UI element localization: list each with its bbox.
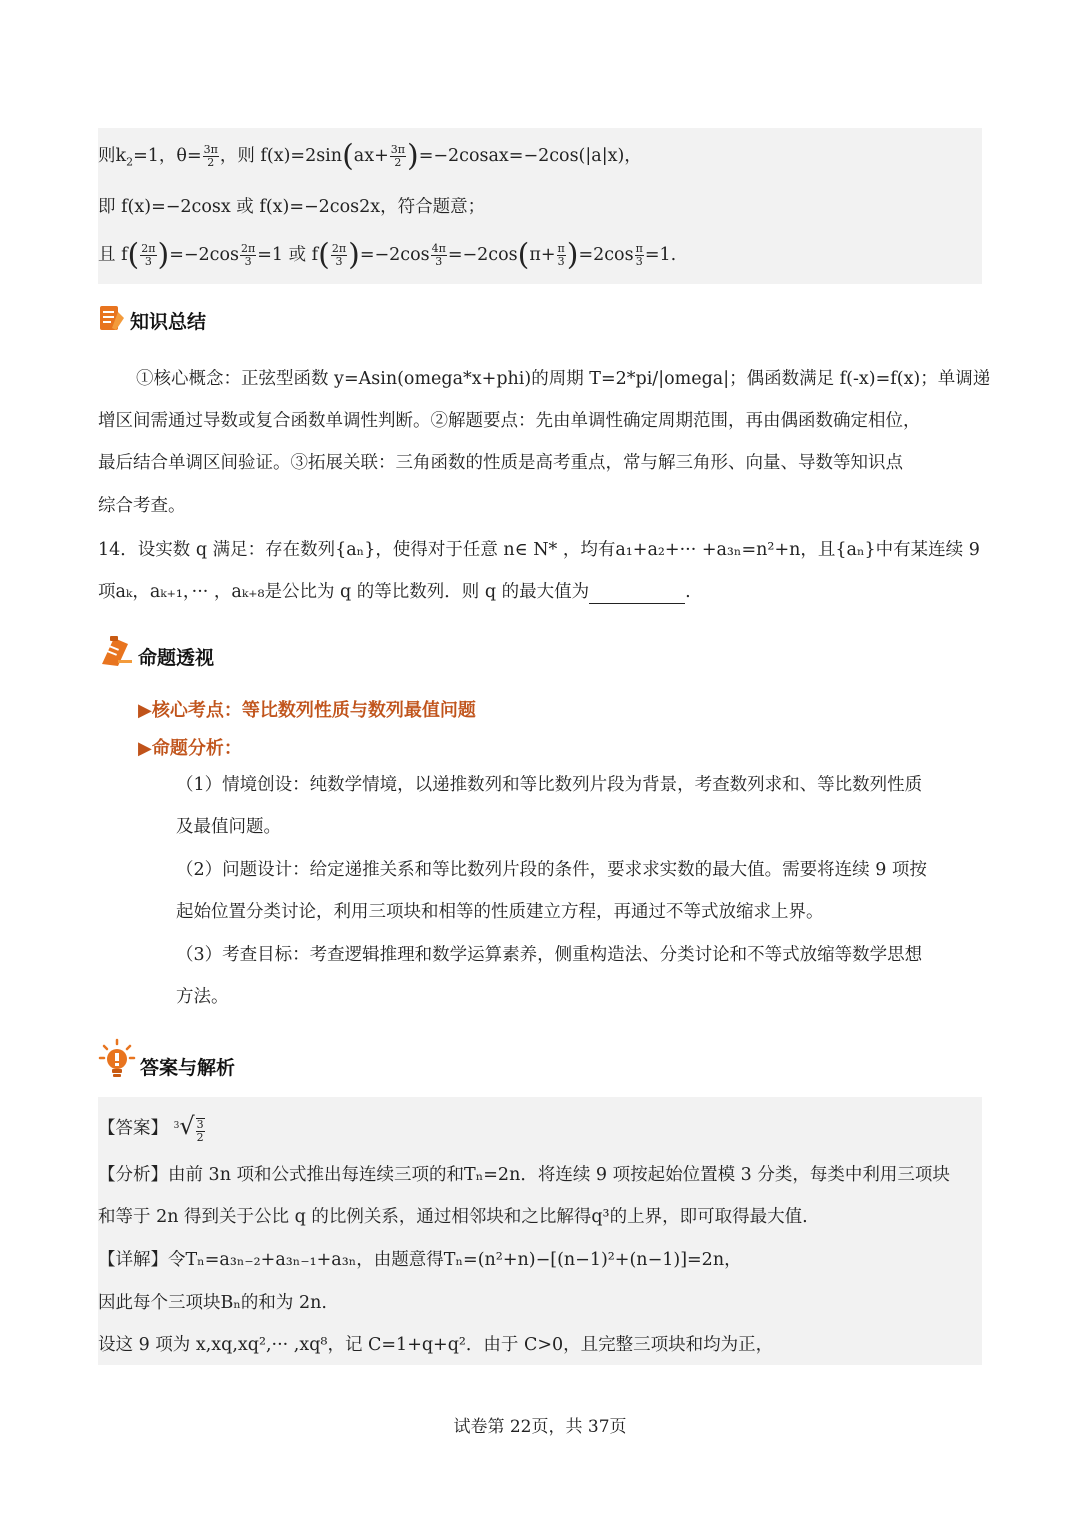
answer-heading <box>98 1038 235 1080</box>
analysis-line-1: （1）情境创设：纯数学情境，以递推数列和等比数列片段为背景，考查数列求和、等比数列性质 <box>176 775 923 795</box>
answer-analysis-line-1: 【分析】由前 3n 项和公式推出每连续三项的和Tₙ=2n．将连续 9 项按起始位置模 3 分类，每类中利用三项块 <box>98 1165 950 1185</box>
answer-title: 答案与解析 <box>140 1057 236 1079</box>
analysis-line-4: 起始位置分类讨论，利用三项块和相等的性质建立方程，再通过不等式放缩求上界。 <box>176 902 824 922</box>
summary-line-3: 最后结合单调区间验证。③拓展关联：三角函数的性质是高考重点，常与解三角形、向量、导数等知识点 <box>98 453 903 473</box>
analysis-heading <box>98 634 214 670</box>
solution-line-2: 即 f(x)=−2cosx 或 f(x)=−2cos2x，符合题意； <box>98 197 486 217</box>
summary-heading <box>98 302 206 334</box>
clipboard-icon <box>98 634 134 670</box>
answer-analysis-line-2: 和等于 2n 得到关于公比 q 的比例关系，通过相邻块和之比解得q³的上界，即可取得最大值. <box>98 1207 808 1227</box>
summary-line-2: 增区间需通过导数或复合函数单调性判断。②解题要点：先由单调性确定周期范围，再由偶函数确定相位， <box>98 411 921 431</box>
answer-blank <box>589 587 685 604</box>
analysis-line-6: 方法。 <box>176 987 229 1007</box>
question-line-1: 14．设实数 q 满足：存在数列{aₙ}，使得对于任意 n∈ N* ，均有a₁+a₂+··· +a₃ₙ=n²+n，且{aₙ}中有某连续 9 <box>98 540 980 560</box>
answer-detail-line-1: 【详解】令Tₙ=a₃ₙ₋₂+a₃ₙ₋₁+a₃ₙ，由题意得Tₙ=(n²+n)−[(n−1)²+(n−1)]=2n， <box>98 1250 742 1270</box>
lightbulb-icon <box>98 1038 136 1080</box>
analysis-line-3: （2）问题设计：给定递推关系和等比数列片段的条件，要求求实数的最大值。需要将连续 9 项按 <box>176 860 927 880</box>
summary-title: 知识总结 <box>130 311 207 333</box>
analysis-line-5: （3）考查目标：考查逻辑推理和数学运算素养，侧重构造法、分类讨论和不等式放缩等数学思想 <box>176 945 923 965</box>
analysis-line-2: 及最值问题。 <box>176 817 281 837</box>
summary-line-1: ①核心概念：正弦型函数 y=Asin(omega*x+phi)的周期 T=2*pi/|omega|；偶函数满足 f(-x)=f(x)；单调递 <box>136 369 991 389</box>
solution-line-3: 且 f( $\frac{2\pi}{3}$ )=−2cos $\frac{2\pi}{3}$ =1 或 f( $\frac{2\pi}{3}$ )=−2cos $\frac{4\pi}{3}$ =−2cos(π+ $\frac{\pi}{3}$ )=2cos $\frac{\pi}{3}$ =1. <box>98 237 677 273</box>
answer-detail-line-3: 设这 9 项为 x,xq,xq²,··· ,xq⁸，记 C=1+q+q²．由于 C>0，且完整三项块和均为正， <box>98 1335 774 1355</box>
answer-block <box>98 1097 982 1365</box>
notebook-pencil-icon <box>98 302 126 334</box>
answer-line: 【答案】 $^3$√ $\frac{3}{2}$ <box>98 1112 204 1144</box>
summary-line-4: 综合考查。 <box>98 496 186 516</box>
cube-root-expression: $^3$√ $\frac{3}{2}$ <box>173 1112 204 1144</box>
page-footer: 试卷第 22页，共 37页 <box>453 1417 627 1437</box>
analysis-title: 命题透视 <box>138 647 215 669</box>
solution-line-1: 则$k_2=1$，θ= $\frac{3\pi}{2}$ ，则 f(x)=2sin(ax+ $\frac{3\pi}{2}$ )=−2cosax=−2cos(|a|x)， <box>98 138 642 174</box>
question-line-2: 项aₖ，aₖ₊₁，··· ，aₖ₊₈是公比为 q 的等比数列．则 q 的最大值为 . <box>98 582 691 602</box>
analysis-subheading: ▶命题分析： <box>138 738 242 759</box>
answer-detail-line-2: 因此每个三项块Bₙ的和为 2n. <box>98 1293 327 1313</box>
core-point: ▶核心考点：等比数列性质与数列最值问题 <box>138 700 476 721</box>
